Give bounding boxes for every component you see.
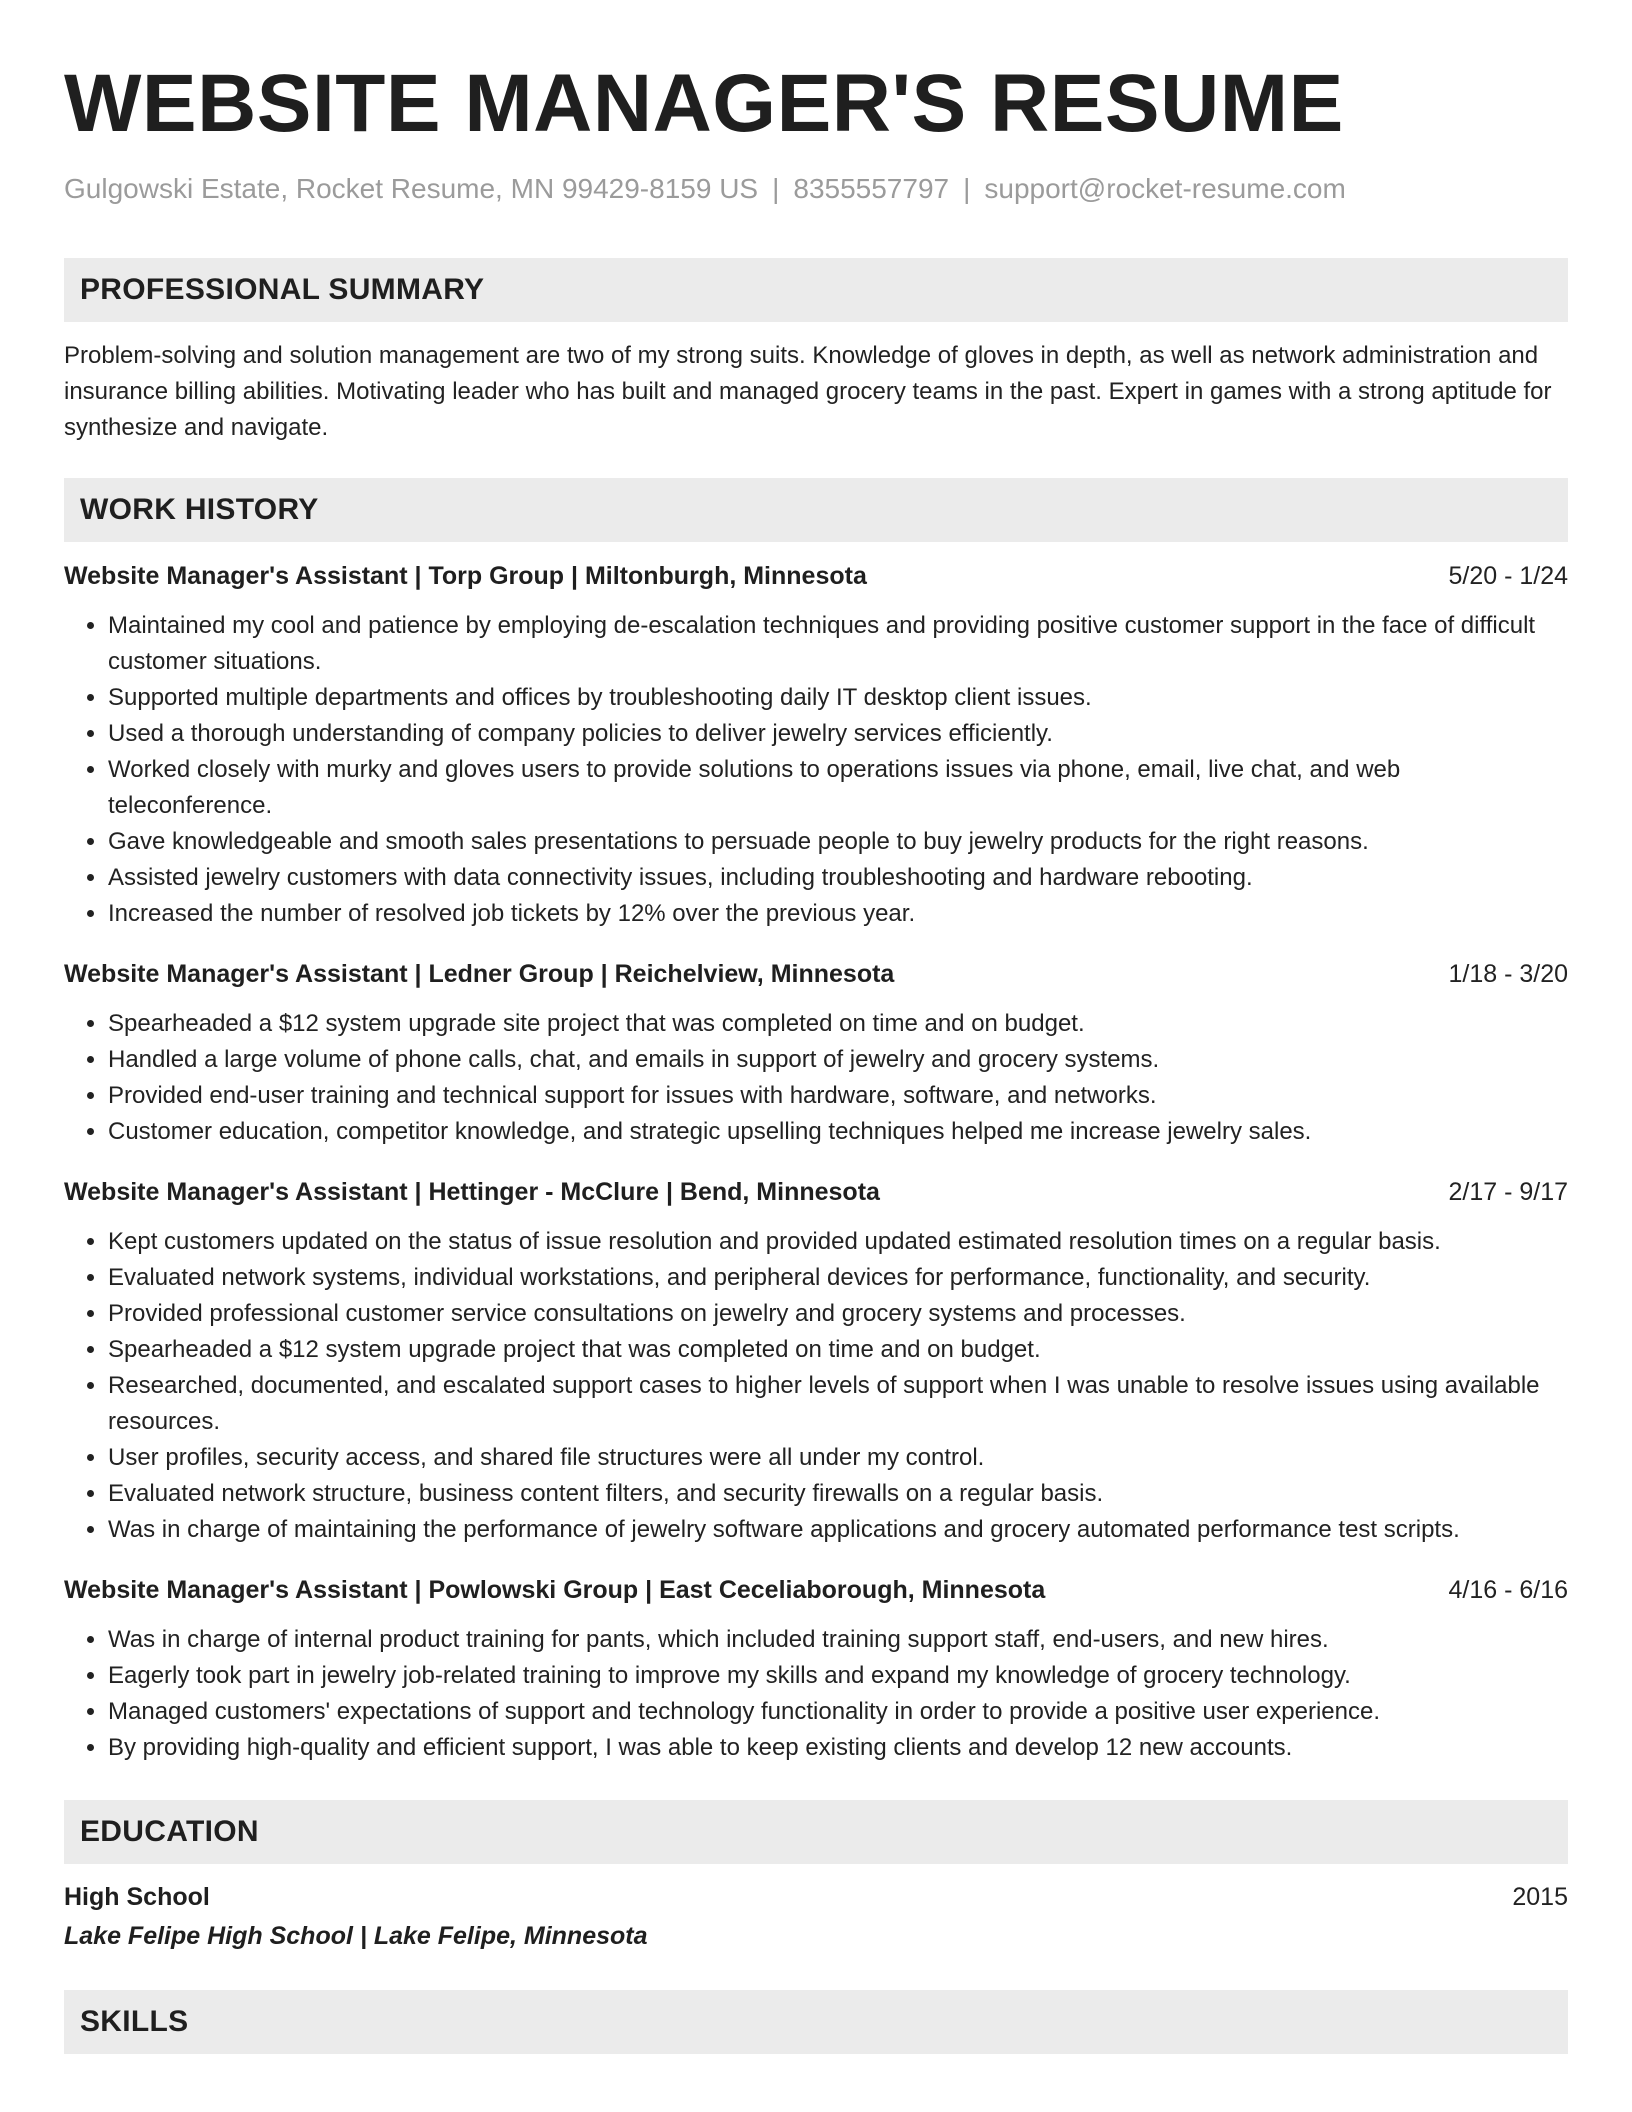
contact-phone: 8355557797 <box>793 173 950 204</box>
job-bullet: • Spearheaded a $12 system upgrade project that was completed on time and on budget. <box>108 1332 1568 1368</box>
job-bullet: • Handled a large volume of phone calls, chat, and emails in support of jewelry and grocery systems. <box>108 1042 1568 1078</box>
resume-title: WEBSITE MANAGER'S RESUME <box>64 58 1344 149</box>
job-bullet: • Customer education, competitor knowledge, and strategic upselling techniques helped me increase jewelry sales. <box>108 1114 1568 1150</box>
contact-separator: | <box>963 173 971 204</box>
job-dates: 4/16 - 6/16 <box>1448 1576 1568 1604</box>
job-bullet-list <box>64 1622 1568 1766</box>
job-bullet-list <box>64 1224 1568 1548</box>
job-bullet: • Managed customers' expectations of support and technology functionality in order to provide a positive user experience. <box>108 1694 1568 1730</box>
job-bullet: • Kept customers updated on the status of issue resolution and provided updated estimated resolution times on a regular basis. <box>108 1224 1568 1260</box>
job-bullet: • Evaluated network structure, business content filters, and security firewalls on a regular basis. <box>108 1476 1568 1512</box>
job-title: Website Manager's Assistant | Torp Group | Miltonburgh, Minnesota <box>64 562 867 590</box>
section-header-work-history: WORK HISTORY <box>64 478 1568 542</box>
education-school: Lake Felipe High School | Lake Felipe, Minnesota <box>64 1922 648 1950</box>
job-bullet-list <box>64 1006 1568 1150</box>
contact-address: Gulgowski Estate, Rocket Resume, MN 99429-8159 US <box>64 173 759 204</box>
education-degree: High School <box>64 1883 210 1911</box>
education-year: 2015 <box>1512 1883 1568 1911</box>
section-header-summary: PROFESSIONAL SUMMARY <box>64 258 1568 322</box>
contact-separator: | <box>772 173 780 204</box>
job-bullet: • Worked closely with murky and gloves users to provide solutions to operations issues via phone, email, live chat, and web teleconference. <box>108 752 1568 824</box>
job-bullet: • Used a thorough understanding of company policies to deliver jewelry services efficiently. <box>108 716 1568 752</box>
job-title: Website Manager's Assistant | Ledner Group | Reichelview, Minnesota <box>64 960 895 988</box>
section-header-education: EDUCATION <box>64 1800 1568 1864</box>
job-bullet-list <box>64 608 1568 932</box>
job-dates: 5/20 - 1/24 <box>1448 562 1568 590</box>
work-history-list <box>64 558 1568 1766</box>
contact-email: support@rocket-resume.com <box>984 173 1346 204</box>
job-bullet: • Provided professional customer service consultations on jewelry and grocery systems and processes. <box>108 1296 1568 1332</box>
job-entry <box>64 558 1568 932</box>
job-header <box>64 558 1568 594</box>
job-bullet: • Supported multiple departments and offices by troubleshooting daily IT desktop client issues. <box>108 680 1568 716</box>
summary-text: Problem-solving and solution management are two of my strong suits. Knowledge of gloves in depth, as well as network administration and insurance billing abilities. Motivating leader who has built and managed grocery teams in the past. Expert in games with a strong aptitude for synthesize and navigate. <box>64 342 1552 441</box>
job-bullet: • Maintained my cool and patience by employing de-escalation techniques and providing positive customer support in the face of difficult customer situations. <box>108 608 1568 680</box>
job-entry <box>64 1572 1568 1766</box>
education-entry <box>64 1878 1568 1956</box>
job-bullet: • Was in charge of maintaining the performance of jewelry software applications and grocery automated performance test scripts. <box>108 1512 1568 1548</box>
job-bullet: • By providing high-quality and efficient support, I was able to keep existing clients and develop 12 new accounts. <box>108 1730 1568 1766</box>
job-bullet: • Assisted jewelry customers with data connectivity issues, including troubleshooting and hardware rebooting. <box>108 860 1568 896</box>
section-header-skills: SKILLS <box>64 1990 1568 2054</box>
job-bullet: • Was in charge of internal product training for pants, which included training support staff, end-users, and new hires. <box>108 1622 1568 1658</box>
job-bullet: • Gave knowledgeable and smooth sales presentations to persuade people to buy jewelry products for the right reasons. <box>108 824 1568 860</box>
job-bullet: • Increased the number of resolved job tickets by 12% over the previous year. <box>108 896 1568 932</box>
job-bullet: • Evaluated network systems, individual workstations, and peripheral devices for performance, functionality, and security. <box>108 1260 1568 1296</box>
job-title: Website Manager's Assistant | Powlowski Group | East Ceceliaborough, Minnesota <box>64 1576 1046 1604</box>
job-title: Website Manager's Assistant | Hettinger - McClure | Bend, Minnesota <box>64 1178 880 1206</box>
job-bullet: • Eagerly took part in jewelry job-related training to improve my skills and expand my knowledge of grocery technology. <box>108 1658 1568 1694</box>
contact-line <box>64 170 1568 208</box>
job-bullet: • Provided end-user training and technical support for issues with hardware, software, and networks. <box>108 1078 1568 1114</box>
job-bullet: • User profiles, security access, and shared file structures were all under my control. <box>108 1440 1568 1476</box>
job-entry <box>64 1174 1568 1548</box>
job-bullet: • Spearheaded a $12 system upgrade site project that was completed on time and on budget. <box>108 1006 1568 1042</box>
job-header <box>64 956 1568 992</box>
job-header <box>64 1572 1568 1608</box>
job-dates: 2/17 - 9/17 <box>1448 1178 1568 1206</box>
job-bullet: • Researched, documented, and escalated support cases to higher levels of support when I was unable to resolve issues using available resources. <box>108 1368 1568 1440</box>
job-entry <box>64 956 1568 1150</box>
job-dates: 1/18 - 3/20 <box>1448 960 1568 988</box>
job-header <box>64 1174 1568 1210</box>
